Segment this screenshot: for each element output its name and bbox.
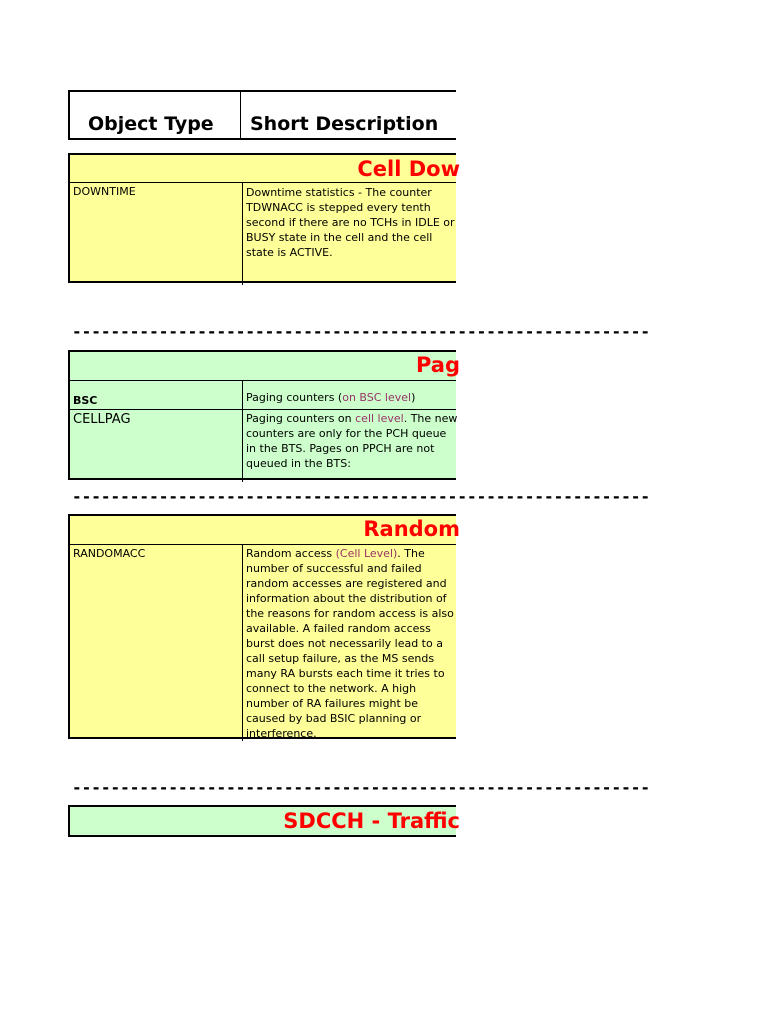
description-cellpag: Paging counters on cell level. The new counters are only for the PCH queue in the BTS. Pages on PPCH are not queued in the BTS: [246, 412, 458, 470]
header-short-description: Short Description [250, 113, 439, 135]
separator-line: ------------------------------------------------------------ [72, 322, 650, 341]
header-object-type: Object Type [88, 113, 214, 135]
link-cell-level: (Cell Level) [335, 547, 398, 560]
section-title-cell-down: Cell Dow [357, 157, 460, 181]
column-divider [242, 381, 243, 482]
section-title-sdcch: SDCCH - Traffic [283, 809, 460, 833]
row-divider [70, 409, 456, 410]
column-divider [242, 183, 243, 285]
description-downtime: Downtime statistics - The counter TDWNACC is stepped every tenth second if there are no TCHs in IDLE or BUSY state in the cell and the cell state is ACTIVE. [246, 186, 455, 259]
link-cell-level: cell level [355, 412, 404, 425]
object-type-randomacc: RANDOMACC [73, 547, 146, 560]
description-randomacc: Random access (Cell Level). The number of successful and failed random accesses are registered and information about the distribution of the reasons for random access is also available. A failed random access burst does not necessarily lead to a call setup failure, as the MS sends many RA bursts each time it tries to connect to the network. A high number of RA failures might be caused by bad BSIC planning or interference. [246, 547, 454, 740]
section-random-access [68, 514, 460, 740]
row-divider [70, 380, 456, 381]
section-title-random: Random [363, 517, 460, 541]
object-type-cellpag: CELLPAG [73, 412, 131, 427]
description-bsc: Paging counters (on BSC level) [246, 391, 416, 404]
object-type-downtime: DOWNTIME [73, 185, 136, 198]
section-paging [68, 350, 460, 480]
section-cell-down [68, 153, 460, 283]
header-divider [240, 90, 241, 140]
column-divider [242, 545, 243, 741]
separator-line: ------------------------------------------------------------ [72, 778, 650, 797]
row-divider [70, 182, 456, 183]
link-bsc-level: on BSC level [342, 391, 412, 404]
object-type-bsc: BSC [73, 394, 98, 407]
section-sdcch [68, 805, 460, 837]
separator-line: ------------------------------------------------------------ [72, 487, 650, 506]
row-divider [70, 544, 456, 545]
section-title-paging: Pag [415, 353, 460, 377]
